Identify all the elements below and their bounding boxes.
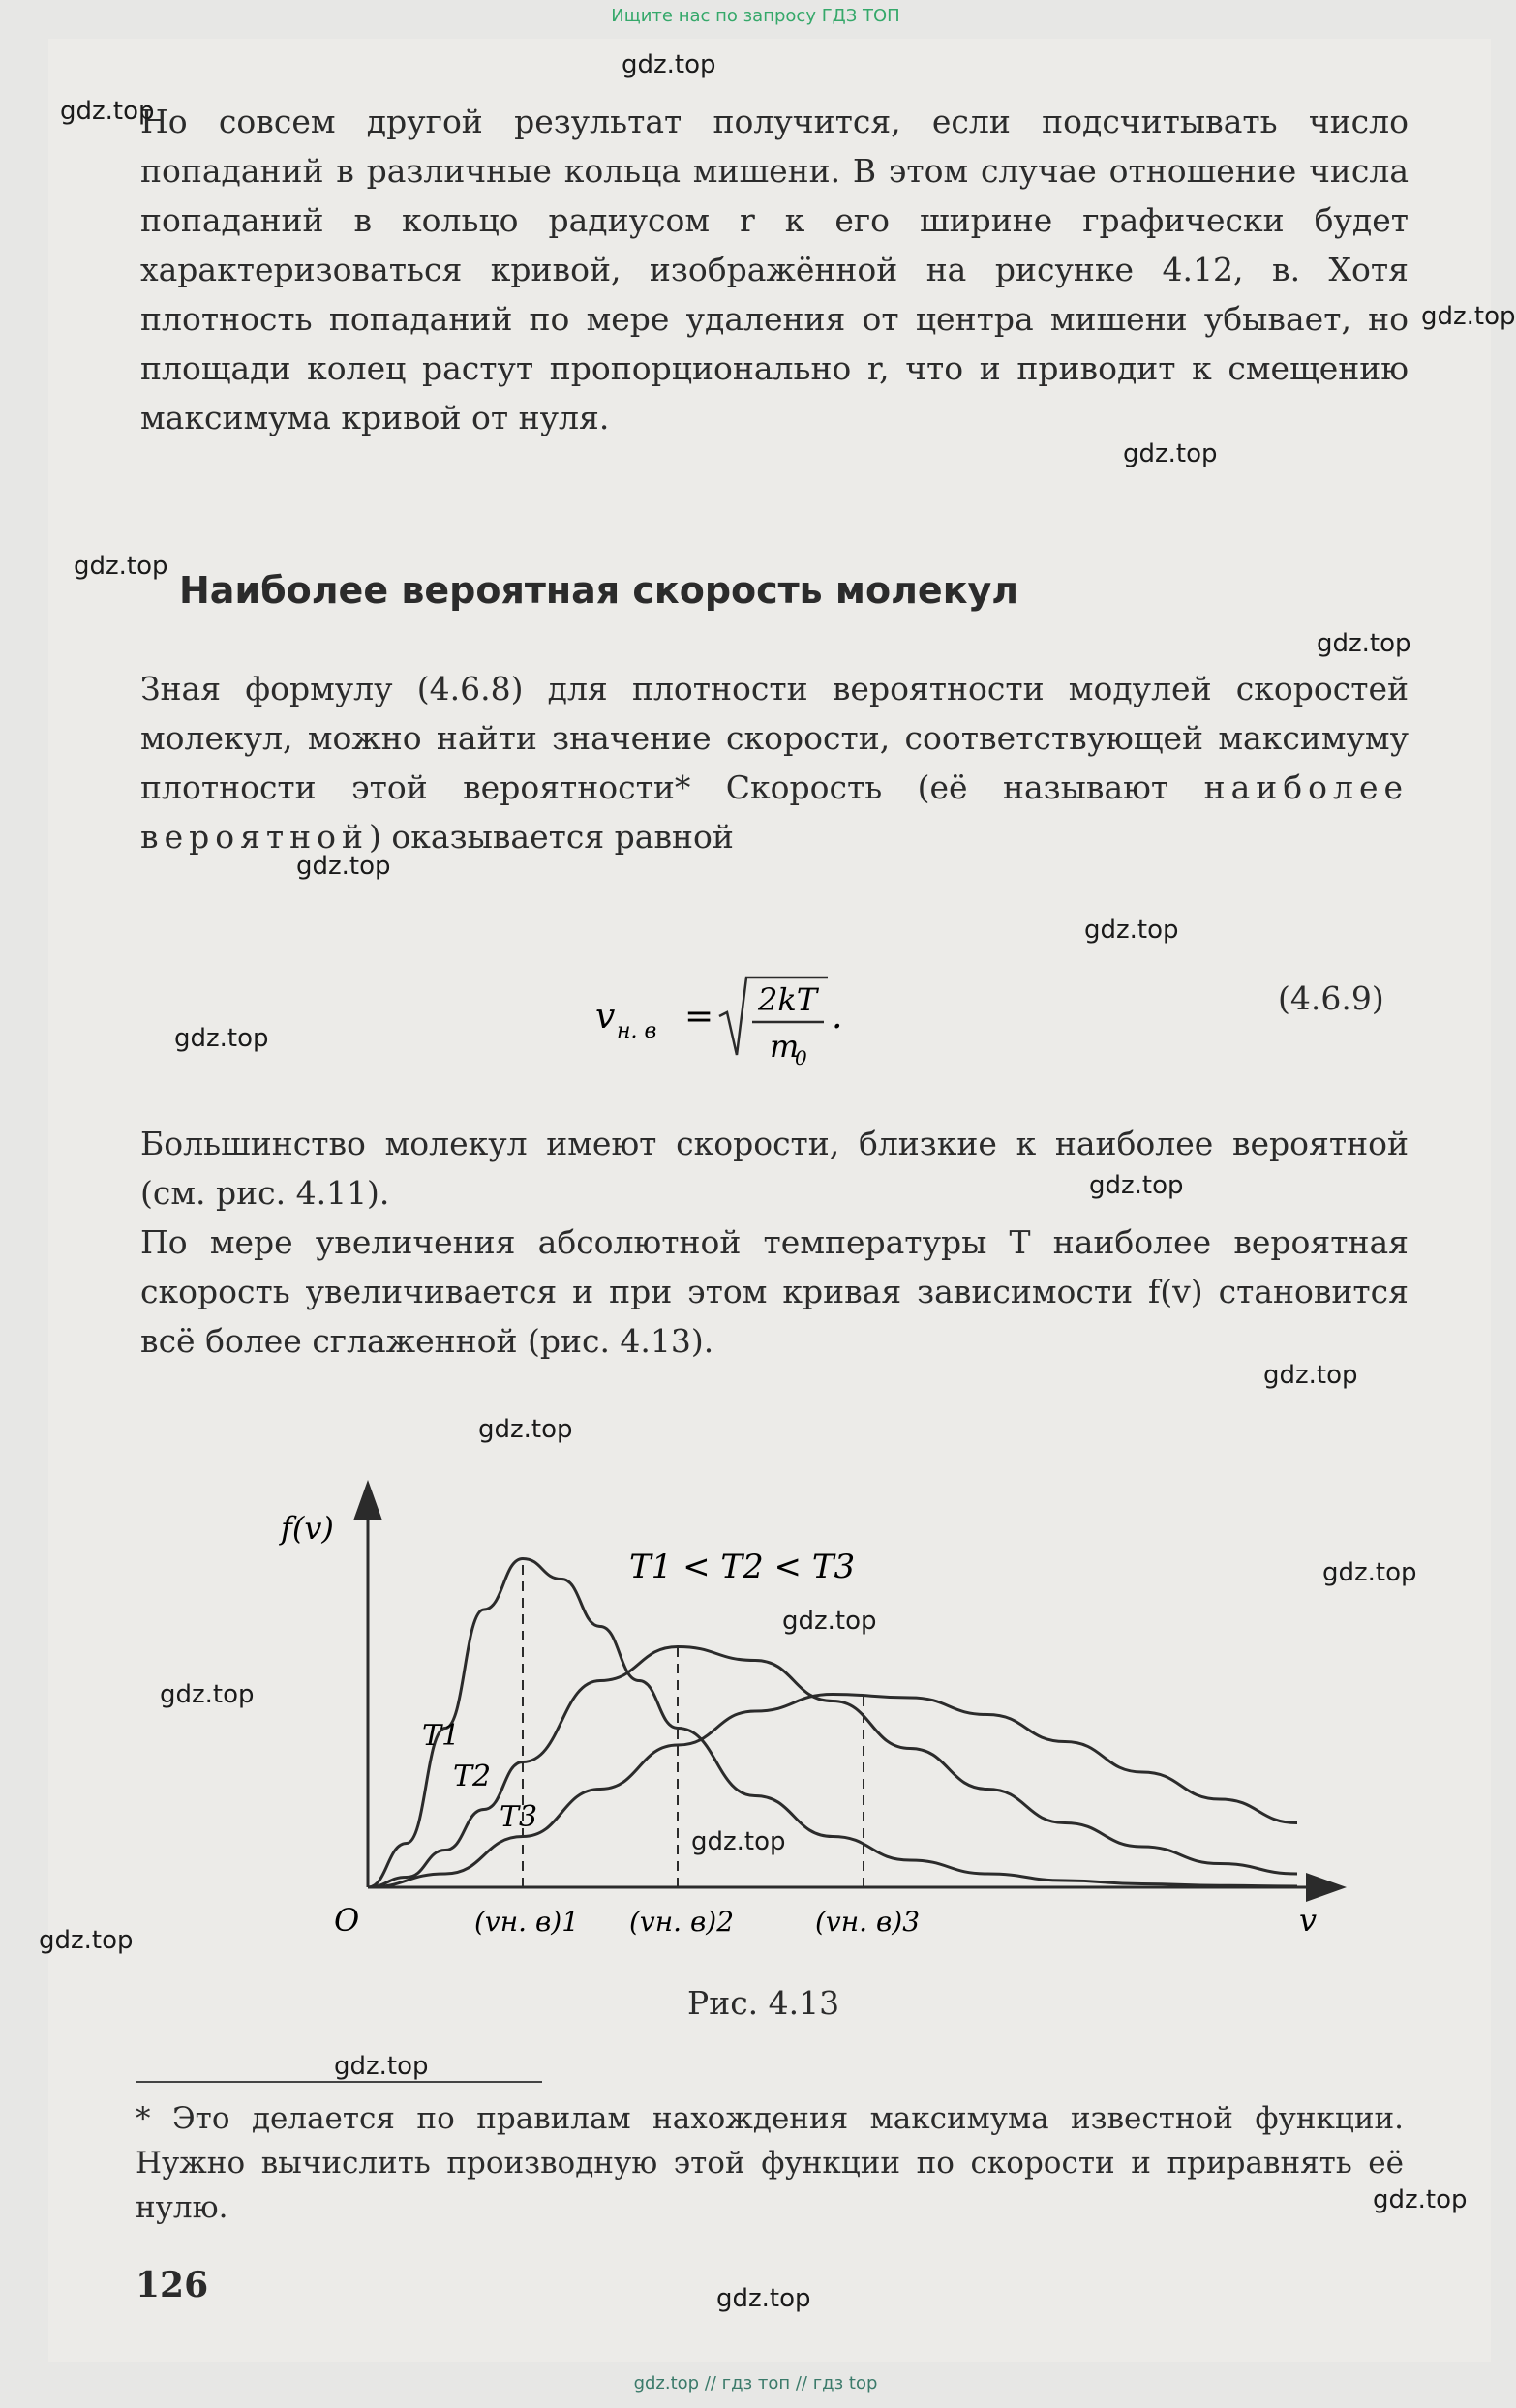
footnote-rule [136, 2081, 542, 2083]
figure-4-13 [281, 1490, 1336, 1969]
watermark: gdz.top [691, 1827, 786, 1856]
peak-label-3: (vн. в)3 [815, 1906, 921, 1938]
watermark: gdz.top [296, 852, 391, 881]
watermark: gdz.top [1123, 439, 1218, 468]
watermark: gdz.top [1263, 1361, 1358, 1390]
speed-distribution-chart [281, 1490, 1336, 1965]
watermark: gdz.top [160, 1680, 255, 1709]
curve-t3 [368, 1695, 1297, 1888]
formula-denominator-sub: 0 [795, 1046, 807, 1069]
series-label-t2: T2 [453, 1760, 492, 1793]
watermark: gdz.top [478, 1415, 573, 1444]
watermark: gdz.top [622, 50, 716, 79]
formula-numerator: 2kT [758, 981, 818, 1018]
formula-4-6-9 [595, 968, 847, 1083]
watermark: gdz.top [74, 552, 168, 581]
paragraph-temperature: По мере увеличения абсолютной температуры T наиболее вероятная скорость увеличивается и при этом кривая зависимости f(v) становится всё более сглаженной (рис. 4.13). [140, 1223, 1409, 1360]
watermark: gdz.top [174, 1024, 269, 1053]
formula-lhs-sub: н. в [617, 1019, 657, 1043]
top-banner[interactable]: Ищите нас по запросу ГДЗ ТОП [611, 6, 900, 26]
formula-eq: = [684, 997, 714, 1037]
watermark: gdz.top [1084, 916, 1179, 945]
series-label-t3: T3 [500, 1800, 538, 1834]
watermark: gdz.top [1373, 2185, 1468, 2214]
chart-title: T1 < T2 < T3 [629, 1548, 856, 1586]
watermark: gdz.top [334, 2052, 429, 2081]
formula-number: (4.6.9) [1278, 979, 1384, 1017]
paragraph-most-molecules: Большинство молекул имеют скорости, близкие к наиболее вероятной (см. рис. 4.11). [140, 1125, 1409, 1212]
bottom-banner[interactable]: gdz.top // гдз топ // гдз top [633, 2373, 878, 2393]
watermark: gdz.top [39, 1926, 134, 1955]
watermark: gdz.top [1421, 302, 1516, 331]
formula-graphic [595, 968, 847, 1074]
spaced-term: наиболее вероятной [140, 768, 1409, 856]
series-label-t1: T1 [422, 1719, 461, 1753]
footnote: * Это делается по правилам нахождения максимума известной функции. Нужно вычислить производную этой функции по скорости и приравнять её нулю. [136, 2101, 1404, 2225]
peak-label-2: (vн. в)2 [629, 1906, 735, 1938]
y-axis-label: f(v) [281, 1510, 334, 1547]
paragraph-targets: Но совсем другой результат получится, если подсчитывать число попаданий в различные кольца мишени. В этом случае отношение числа попаданий в кольцо радиусом r к его ширине графически будет характеризоваться кривой, изображённой на рисунке 4.12, в. Хотя плотность попаданий по мере удаления от центра мишени убывает, но площади колец растут пропорционально r, что и приводит к смещению максимума кривой от нуля. [140, 103, 1409, 436]
watermark: gdz.top [782, 1607, 877, 1636]
watermark: gdz.top [60, 97, 155, 126]
curve-t2 [368, 1647, 1297, 1888]
watermark: gdz.top [1317, 629, 1411, 658]
paragraph-most-probable-speed: Зная формулу (4.6.8) для плотности вероятности модулей скоростей молекул, можно найти значение скорости, соответствующей максимуму плотности этой вероятности* Скорость (её называют наиболее вероятной) оказывается равной [140, 670, 1409, 856]
x-axis-label: v [1299, 1902, 1318, 1939]
section-heading: Наиболее вероятная скорость молекул [179, 569, 1019, 612]
page-number: 126 [136, 2265, 209, 2305]
watermark: gdz.top [1322, 1558, 1417, 1587]
origin-label: O [334, 1902, 360, 1939]
formula-tail: . [832, 997, 843, 1037]
formula-denominator: m [770, 1028, 800, 1065]
watermark: gdz.top [1089, 1171, 1184, 1200]
watermark: gdz.top [716, 2284, 811, 2313]
peak-label-1: (vн. в)1 [474, 1906, 580, 1938]
formula-lhs: v [595, 997, 616, 1037]
figure-caption: Рис. 4.13 [687, 1984, 840, 2022]
